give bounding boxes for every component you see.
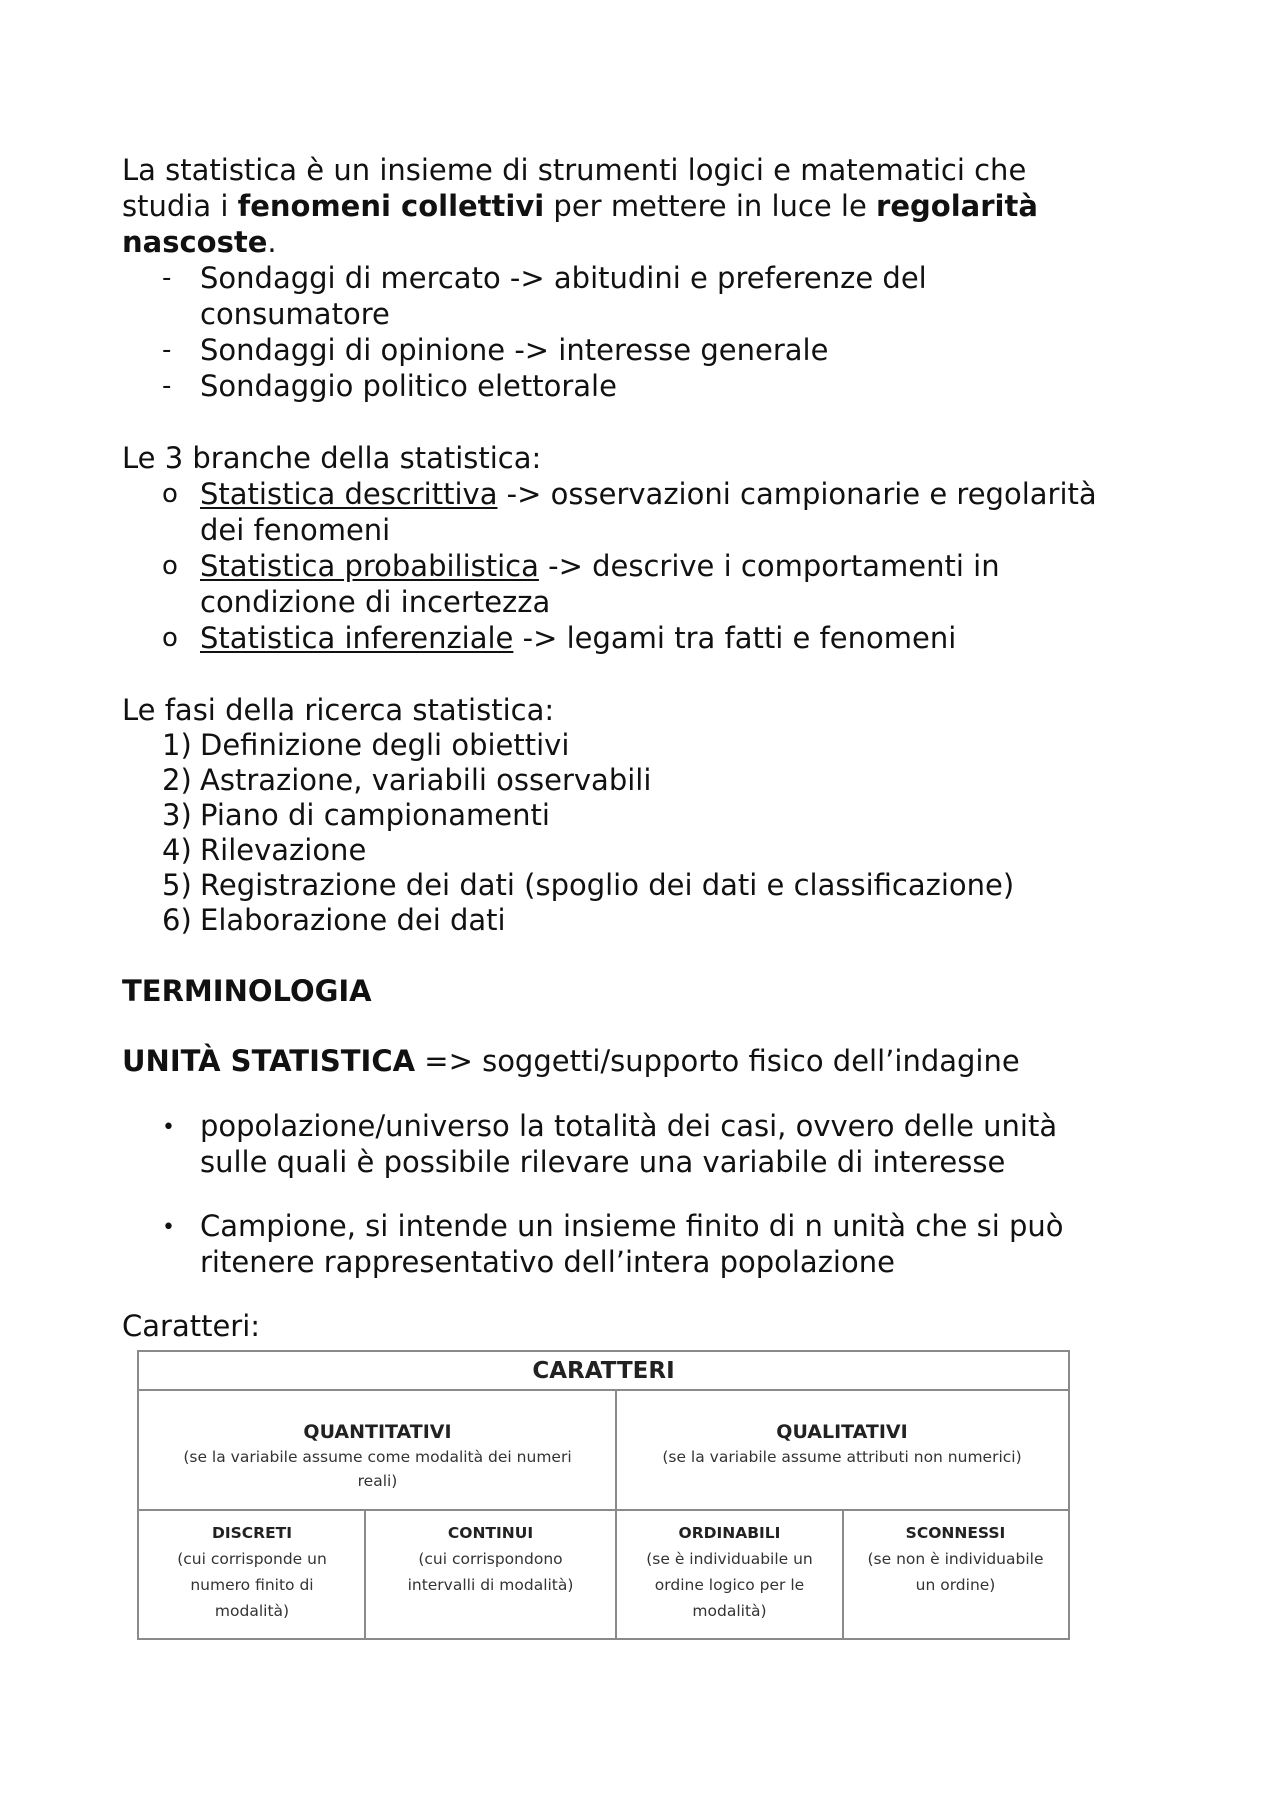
dash-marker: - — [162, 263, 172, 293]
dash-item-1-line-1: Sondaggi di mercato -> abitudini e preferenze del — [200, 261, 927, 295]
circle-marker: o — [162, 551, 178, 581]
branch-item-2-line-2: condizione di incertezza — [200, 585, 551, 619]
table-divider-h — [139, 1509, 1068, 1511]
bullet-1-line-1: popolazione/universo la totalità dei casi, ovvero delle unità — [200, 1109, 1058, 1143]
unit-term: UNITÀ STATISTICA — [122, 1044, 416, 1078]
ordinabili-cell — [616, 1510, 843, 1638]
caratteri-label: Caratteri: — [122, 1309, 261, 1343]
dash-marker: - — [162, 371, 172, 401]
ordinabili-desc-1: (se è individuabile un — [646, 1550, 813, 1568]
qualitativi-title: QUALITATIVI — [776, 1421, 908, 1443]
branch-item-2-line-1: Statistica probabilistica -> descrive i comportamenti in — [200, 549, 1000, 583]
dash-item-2: Sondaggi di opinione -> interesse generale — [200, 333, 829, 367]
quantitativi-cell — [139, 1391, 616, 1510]
branch-item-1-line-1: Statistica descrittiva -> osservazioni campionarie e regolarità — [200, 477, 1097, 511]
dash-item-1-line-2: consumatore — [200, 297, 390, 331]
intro-line-1: La statistica è un insieme di strumenti logici e matematici che — [122, 153, 1027, 187]
phase-number: 2) — [162, 763, 192, 797]
discreti-title: DISCRETI — [211, 1524, 293, 1542]
table-divider-v-center — [615, 1391, 617, 1638]
phase-number: 6) — [162, 903, 192, 937]
table-title: CARATTERI — [139, 1352, 1068, 1391]
branch-term-descrittiva: Statistica descrittiva — [200, 477, 498, 511]
bullet-2-line-1: Campione, si intende un insieme finito di n unità che si può — [200, 1209, 1064, 1243]
bullet-1-line-2: sulle quali è possibile rilevare una variabile di interesse — [200, 1145, 1006, 1179]
bold-term-nascoste: nascoste — [122, 225, 268, 259]
unit-definition: UNITÀ STATISTICA => soggetti/supporto fisico dell’indagine — [122, 1044, 1020, 1078]
circle-marker: o — [162, 623, 178, 653]
phase-item-1: Definizione degli obiettivi — [200, 728, 570, 762]
phase-item-3: Piano di campionamenti — [200, 798, 550, 832]
discreti-desc-3: modalità) — [214, 1602, 290, 1620]
bullet-marker: • — [162, 1115, 175, 1140]
ordinabili-title: ORDINABILI — [678, 1524, 781, 1542]
discreti-desc-2: numero finito di — [190, 1576, 314, 1594]
phase-number: 1) — [162, 728, 192, 762]
phase-number: 5) — [162, 868, 192, 902]
branch-term-inferenziale: Statistica inferenziale — [200, 621, 514, 655]
continui-desc-1: (cui corrispondono — [418, 1550, 563, 1568]
phase-item-4: Rilevazione — [200, 833, 367, 867]
bullet-marker: • — [162, 1215, 175, 1240]
qualitativi-desc: (se la variabile assume attributi non numerici) — [662, 1448, 1022, 1466]
terminology-heading: TERMINOLOGIA — [122, 974, 372, 1008]
bold-term-fenomeni-collettivi: fenomeni collettivi — [237, 189, 545, 223]
circle-marker: o — [162, 479, 178, 509]
branch-item-3: Statistica inferenziale -> legami tra fatti e fenomeni — [200, 621, 957, 655]
intro-line-2: studia i fenomeni collettivi per mettere in luce le regolarità — [122, 189, 1038, 223]
branches-heading: Le 3 branche della statistica: — [122, 441, 542, 475]
sconnessi-cell — [843, 1510, 1068, 1638]
dash-item-3: Sondaggio politico elettorale — [200, 369, 617, 403]
phases-heading: Le fasi della ricerca statistica: — [122, 693, 555, 727]
quantitativi-desc-2: reali) — [357, 1472, 398, 1490]
discreti-desc-1: (cui corrisponde un — [177, 1550, 327, 1568]
qualitativi-cell — [616, 1391, 1068, 1510]
continui-desc-2: intervalli di modalità) — [407, 1576, 574, 1594]
bold-term-regolarita: regolarità — [876, 189, 1038, 223]
table-divider-v-right — [842, 1510, 844, 1638]
bullet-2-line-2: ritenere rappresentativo dell’intera popolazione — [200, 1245, 895, 1279]
ordinabili-desc-2: ordine logico per le — [654, 1576, 805, 1594]
dash-marker: - — [162, 335, 172, 365]
intro-line-3: nascoste. — [122, 225, 277, 259]
quantitativi-title: QUANTITATIVI — [303, 1421, 452, 1443]
continui-cell — [365, 1510, 616, 1638]
sconnessi-desc-1: (se non è individuabile — [867, 1550, 1044, 1568]
sconnessi-desc-2: un ordine) — [915, 1576, 996, 1594]
caratteri-table — [137, 1350, 1070, 1640]
continui-title: CONTINUI — [447, 1524, 534, 1542]
ordinabili-desc-3: modalità) — [692, 1602, 767, 1620]
table-divider-v-left — [364, 1510, 366, 1638]
quantitativi-desc-1: (se la variabile assume come modalità dei numeri — [183, 1448, 572, 1466]
discreti-cell — [139, 1510, 365, 1638]
branch-term-probabilistica: Statistica probabilistica — [200, 549, 539, 583]
phase-item-5: Registrazione dei dati (spoglio dei dati e classificazione) — [200, 868, 1015, 902]
branch-item-1-line-2: dei fenomeni — [200, 513, 391, 547]
phase-item-2: Astrazione, variabili osservabili — [200, 763, 652, 797]
sconnessi-title: SCONNESSI — [905, 1524, 1006, 1542]
phase-number: 3) — [162, 798, 192, 832]
phase-item-6: Elaborazione dei dati — [200, 903, 506, 937]
phase-number: 4) — [162, 833, 192, 867]
